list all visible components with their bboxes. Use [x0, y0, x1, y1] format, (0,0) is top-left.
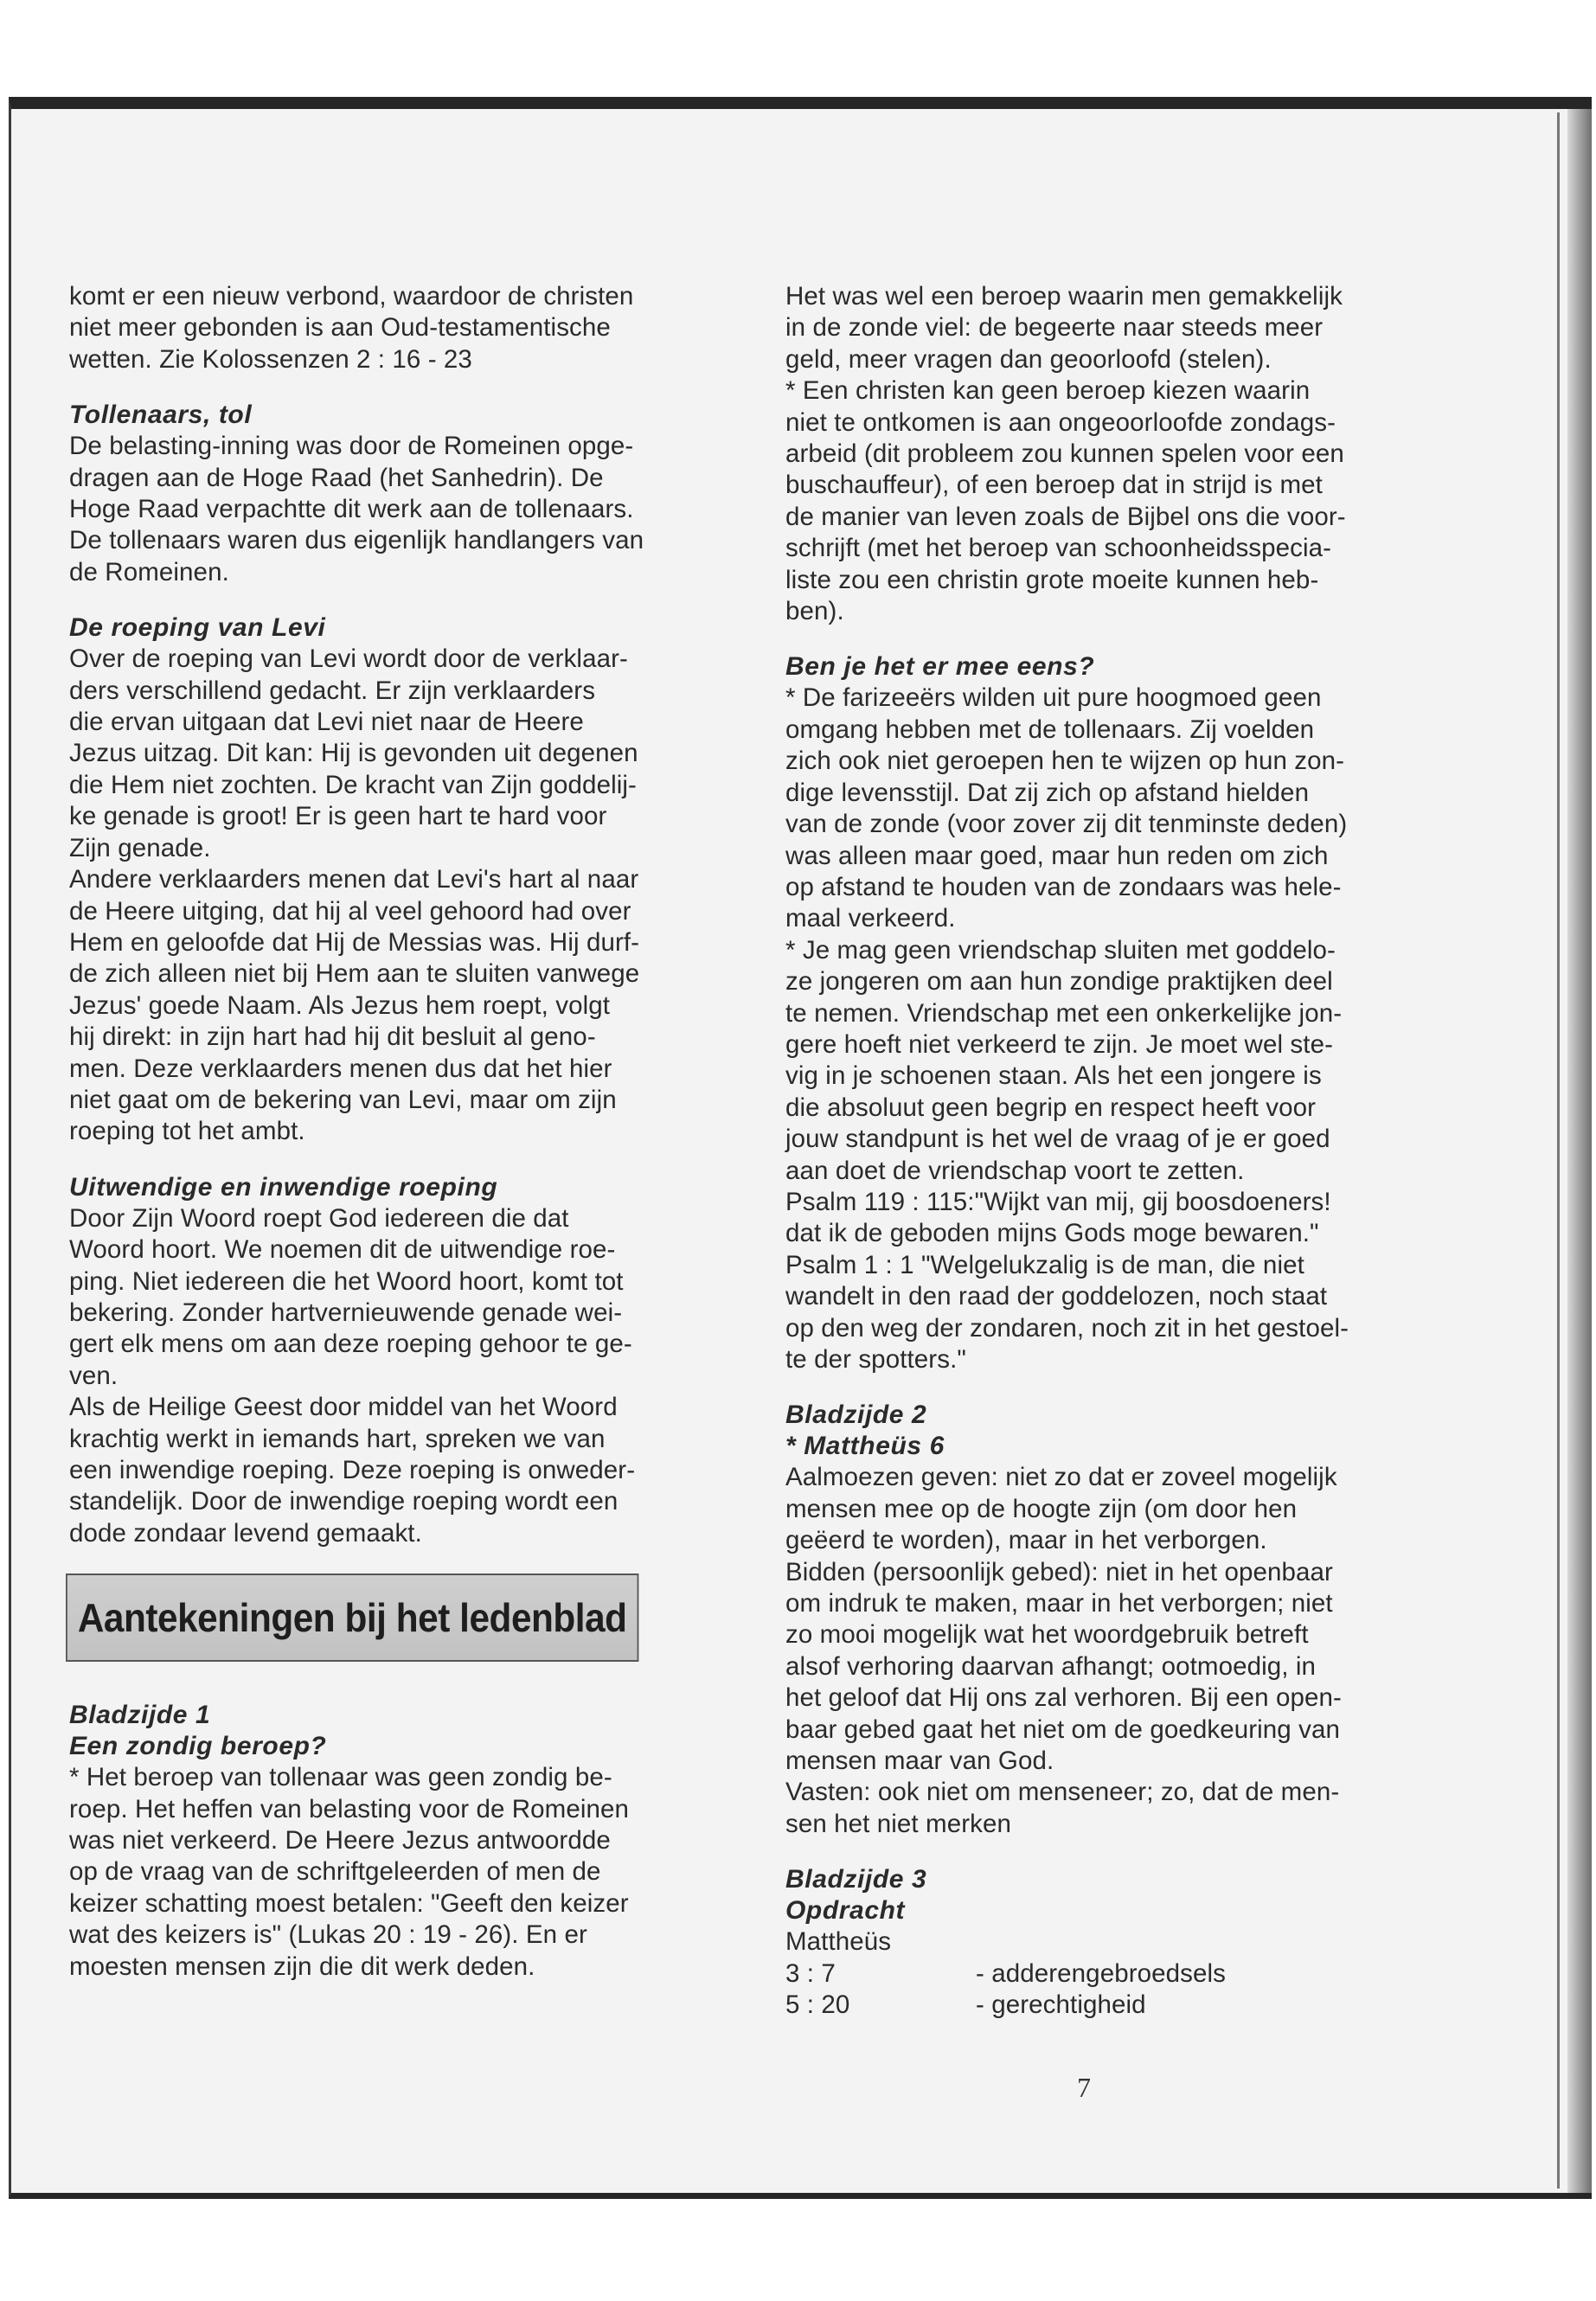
paragraph-roeping-levi-1: Over de roeping van Levi wordt door de verklaar- ders verschillend gedacht. Er zijn verklaarders die ervan uitgaan dat Levi niet naar de Heere Jezus uitzag. Dit kan: Hij is gevonden uit degenen die Hem niet zochten. De kracht van Zijn goddelij- ke genade is groot! Er is geen hart te hard voor Zijn genade.	[69, 644, 638, 862]
paragraph-tollenaars: De belasting-inning was door de Romeinen opge- dragen aan de Hoge Raad (het Sanhedrin). De Hoge Raad verpachtte dit werk aan de tollenaars. De tollenaars waren dus eigenlijk handlangers van de Romeinen.	[69, 432, 644, 586]
reference-verse: 3 : 7	[785, 1958, 836, 1988]
heading-bladzijde-1: Bladzijde 1 Een zondig beroep?	[69, 1701, 327, 1761]
binding-edge	[1557, 112, 1560, 2189]
paragraph-christen-beroep: * Een christen kan geen beroep kiezen waarin niet te ontkomen is aan ongeoorloofde zondags- arbeid (dit probleem zou kunnen spelen voor een buschauffeur), of een beroep dat in strijd is met de manier van leven zoals de Bijbel ons die voor- schrijft (met het beroep van schoonheidsspecia- liste zou een christin grote moeite kunnen heb- ben).	[785, 376, 1346, 626]
reference-description: - adderengebroedsels	[976, 1958, 1227, 1988]
left-column	[69, 281, 701, 1983]
paragraph-roeping-levi-2: Andere verklaarders menen dat Levi's hart al naar de Heere uitging, dat hij al veel gehoord had over Hem en geloofde dat Hij de Messias was. Hij durf- de zich alleen niet bij Hem aan te sluiten vanwege Jezus' goede Naam. Als Jezus hem roept, volgt hij direkt: in zijn hart had hij dit besluit al geno- men. Deze verklaarders menen dus dat het hier niet gaat om de bekering van Levi, maar om zijn roeping tot het ambt.	[69, 865, 640, 1146]
page-number: 7	[1077, 2072, 1091, 2103]
heading-roeping-levi: De roeping van Levi	[69, 613, 326, 643]
right-column	[785, 281, 1417, 2022]
paragraph-farizeeers: * De farizeeërs wilden uit pure hoogmoed geen omgang hebben met de tollenaars. Zij voelden zich ook niet geroepen hen te wijzen op hun zon- dige levensstijl. Dat zij zich op afstand hielden van de zonde (voor zover zij dit tenminste deden) was alleen maar goed, maar hun reden om zich op afstand te houden van de zondaars was hele- maal verkeerd.	[785, 683, 1348, 933]
reference-row	[785, 1958, 1417, 1990]
paragraph-inwendige: Als de Heilige Geest door middel van het Woord krachtig werkt in iemands hart, spreken we van een inwendige roeping. Deze roeping is onweder- standelijk. Door de inwendige roeping wordt een dode zondaar levend gemaakt.	[69, 1393, 636, 1548]
heading-uitwendige-inwendige: Uitwendige en inwendige roeping	[69, 1172, 498, 1202]
reference-description: - gerechtigheid	[976, 1990, 1146, 2020]
quote-psalm-1: Psalm 1 : 1 "Welgelukzalig is de man, die niet wandelt in den raad der goddelozen, noch staat op den weg der zondaren, noch zit in het gestoel- te der spotters."	[785, 1250, 1349, 1374]
reference-verse: 5 : 20	[785, 1990, 850, 2020]
paragraph-aalmoezen: Aalmoezen geven: niet zo dat er zoveel mogelijk mensen mee op de hoogte zijn (om door hen geëerd te worden), maar in het verborgen.	[785, 1463, 1337, 1555]
reference-row	[785, 1990, 1417, 2021]
paragraph-vasten: Vasten: ook niet om menseneer; zo, dat de men- sen het niet merken	[785, 1778, 1340, 1838]
quote-psalm-119: Psalm 119 : 115:"Wijkt van mij, gij boosdoeners! dat ik de geboden mijns Gods moge bewaren."	[785, 1187, 1331, 1248]
heading-mee-eens: Ben je het er mee eens?	[785, 652, 1095, 682]
paragraph-beroep-zonde: Het was wel een beroep waarin men gemakkelijk in de zonde viel: de begeerte naar steeds meer geld, meer vragen dan geoorloofd (stelen).	[785, 282, 1343, 374]
paragraph-vriendschap: * Je mag geen vriendschap sluiten met goddelo- ze jongeren om aan hun zondige praktijken deel te nemen. Vriendschap met een onkerkelijke jon- gere hoeft niet verkeerd te zijn. Je moet wel ste- vig in je schoenen staan. Als het een jongere is die absoluut geen begrip en respect heeft voor jouw standpunt is het wel de vraag of je er goed aan doet de vriendschap voort te zetten.	[785, 935, 1343, 1185]
intro-paragraph: komt er een nieuw verbond, waardoor de christen niet meer gebonden is aan Oud-testamentische wetten. Zie Kolossenzen 2 : 16 - 23	[69, 282, 634, 374]
label-mattheus: Mattheüs	[785, 1927, 892, 1957]
heading-tollenaars: Tollenaars, tol	[69, 401, 253, 430]
paragraph-uitwendige: Door Zijn Woord roept God iedereen die dat Woord hoort. We noemen dit de uitwendige roe- ping. Niet iedereen die het Woord hoort, komt tot bekering. Zonder hartvernieuwende genade wei- gert elk mens om aan deze roeping gehoor te ge- ven.	[69, 1203, 632, 1390]
heading-bladzijde-2: Bladzijde 2 * Mattheüs 6	[785, 1400, 945, 1461]
paragraph-zondig-beroep: * Het beroep van tollenaar was geen zondig be- roep. Het heffen van belasting voor de Romeinen was niet verkeerd. De Heere Jezus antwoordde op de vraag van de schriftgeleerden of men de keizer schatting moest betalen: "Geeft den keizer wat des keizers is" (Lukas 20 : 19 - 26). En er moesten mensen zijn die dit werk deden.	[69, 1763, 630, 1981]
heading-bladzijde-3: Bladzijde 3 Opdracht	[785, 1865, 927, 1926]
section-title-box: Aantekeningen bij het ledenblad	[66, 1574, 638, 1662]
paragraph-bidden: Bidden (persoonlijk gebed): niet in het openbaar om indruk te maken, maar in het verborgen; niet zo mooi mogelijk wat het woordgebruik betreft alsof verhoring daarvan afhangt; ootmoedig, in het geloof dat Hij ons zal verhoren. Bij een open- baar gebed gaat het niet om de goedkeuring van mensen maar van God.	[785, 1557, 1342, 1776]
